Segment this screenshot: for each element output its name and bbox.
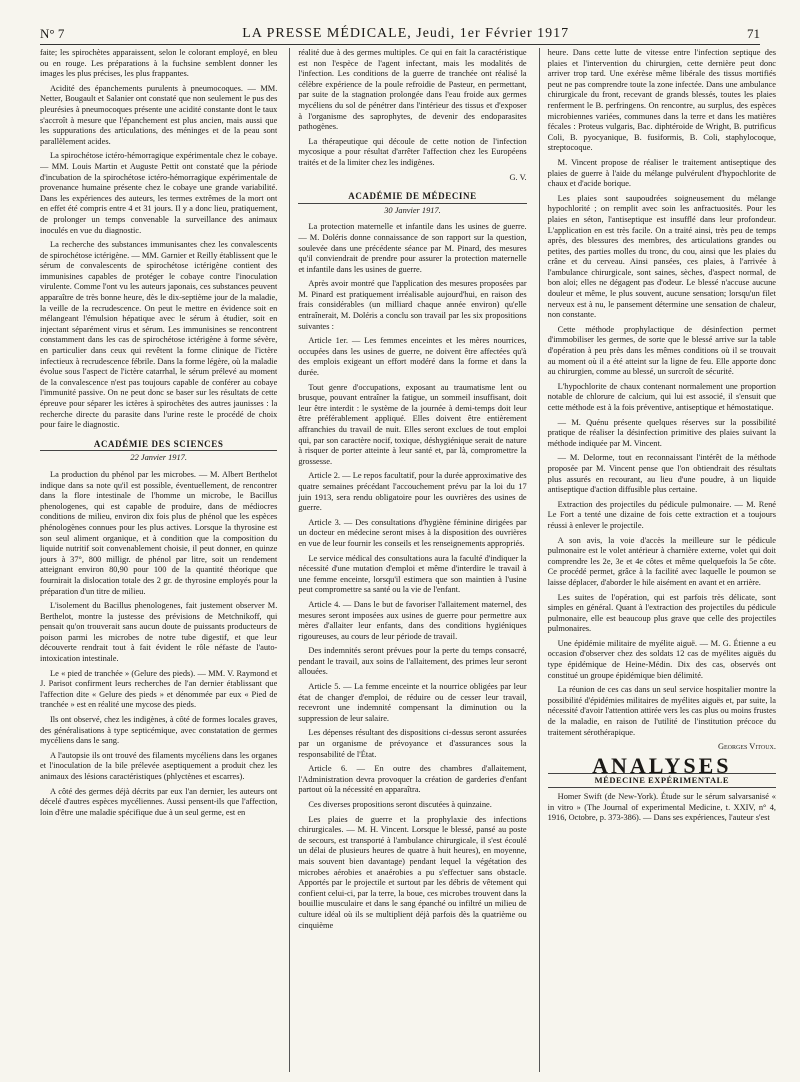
- paragraph: Les plaies de guerre et la prophylaxie des infections chirurgicales. — M. H. Vincent. Lorsque le blessé, pansé au poste de secours, est transporté à l'ambulance chirurgicale, il s'est écoulé un délai de plusieurs heures de quatre à huit heures), en moyenne, mais souvent bien davantage) pendant lequel la végétation des microbes aérobies et anaérobies a pu s'effectuer sans obstacle. Apportés par le projectile et surtout par les débris de vêtement qui confient celui-ci, par la terre, la boue, ces microbes trouvent dans la bouillie musculaire et dans le sang épanché ou infiltré un milieu de culture idéal où ils se multiplient déjà parfois dès la quatrième ou cinquième: [298, 814, 527, 930]
- paragraph: Homer Swift (de New-York). Étude sur le sérum salvarsanisé « in vitro » (The Journal of experimental Medicine, t. XXIV, n° 4, 1916, Octobre, p. 373-386). — Dans ses expériences, l'auteur s'est: [547, 792, 776, 823]
- column-3: [539, 48, 776, 1072]
- masthead: [40, 24, 760, 45]
- article-5: Article 5. — La femme enceinte et la nourrice obligées par leur état de changer d'emploi, de réduire ou de cesser leur travail, recevront une indemnité compensant la diminution ou la suppression de leur salaire.: [298, 682, 527, 723]
- session-date: 30 Janvier 1917.: [384, 205, 441, 215]
- paragraph: La production du phénol par les microbes. — M. Albert Berthelot indique dans sa note qu'il est possible, éventuellement, de rencontrer dans la flore intestinale de l'homme un microbe, le Bacillus phenologenes, qui est capable de produire, dans de médiocres conditions de milieu, environ dix fois plus de phénol que les espèces phénologènes connues pour les plus actives. Lorsque la thyrosine est son seul aliment organique, et à condition que la composition du liquide nutritif soit convenablement choisie, il peut donner, en quinze jours à 37°, 800 milligr. de phénol par litre, soit un rendement atteignant environ 80,90 pour 100 de la quantité théorique que fournirait la dislocation totale des 2 gr. de thyrosine employés pour la préparation d'un titre de milieu.: [40, 469, 278, 596]
- subsection-heading: MÉDECINE EXPÉRIMENTALE: [548, 773, 776, 788]
- author-signature: Georges Vitoux.: [717, 742, 776, 752]
- paragraph: Les suites de l'opération, qui est parfois très délicate, sont simples en général. Quant à l'extraction des projectiles du pédicule pulmonaire, elle est beaucoup plus grave que celle des projectiles pulmonaires.: [547, 592, 776, 634]
- article-columns: [40, 48, 776, 1072]
- paragraph: Le « pied de tranchée » (Gelure des pieds). — MM. V. Raymond et J. Parisot confirment leurs recherches de l'an dernier établissant que l'affection dite « Gelure des pieds » et dénommée par eux « Pied de tranchée » est en réalité une mycose des pieds.: [40, 668, 278, 710]
- paragraph: A côté des germes déjà décrits par eux l'an dernier, les auteurs ont décelé d'autres espèces mycéliennes. Aussi pensent-ils que l'affection, loin d'être une maladie spécifique due à un seul germe, est en: [40, 786, 278, 817]
- paragraph: La recherche des substances immunisantes chez les convalescents de spirochétose ictérigène. — MM. Garnier et Reilly établissent que le sérum de convalescents de spirochétose ictérigène contient des immunisines capables de protéger le cobaye contre l'inoculation virulente. Comme l'ont vu les auteurs japonais, ces substances peuvent apparaître de très bonne heure, dès le dix-septième jour de la maladie, la veille de la recrudescence. On peut le mettre en évidence soit en mélangeant l'émulsion hépatique avec le sérum à étudier, soit en injectant séparément virus et sérum. Les immunisines se rencontrent constamment dans les cas de spirochétose ictérigène à forme sévère, en particulier dans ceux qui revêtent la forme clinique de l'ictère infectieux à recrudescence fébrile. Dans la forme légère, où la maladie évolue sous l'aspect de l'ictère catarrhal, le sérum prélevé au moment de la convalescence n'est pas toujours capable de conférer au cobaye l'immunité passive. On ne peut donc se baser sur les résultats de cette épreuve pour séparer les ictères à spirochètes des autres jaunisses : la recherche directe du parasite dans l'urine reste le procédé de choix pour faire le diagnostic.: [40, 240, 278, 430]
- paragraph: La réunion de ces cas dans un seul service hospitalier montre la possibilité d'épidémies militaires de myélites aiguës et, par suite, la nécessité d'avoir l'attention attirée vers les cas plus ou moins frustes de la maladie, en raison de l'utilité de l'institution précoce du traitement sérothérapique.: [547, 685, 776, 737]
- session-date: 22 Janvier 1917.: [130, 453, 187, 463]
- paragraph: Le service médical des consultations aura la faculté d'indiquer la nécessité d'une mutation d'emploi et même d'interdire le travail à une femme enceinte, lorsqu'il estimera que son maintien à l'usine peut compromettre sa santé ou la vie de l'enfant.: [298, 553, 527, 595]
- paragraph: — M. Delorme, tout en reconnaissant l'intérêt de la méthode proposée par M. Vincent pense que l'on obtiendrait des résultats plus assurés en recourant, au lieu d'une poudre, à un liquide antiseptique d'action diffusible plus certaine.: [547, 453, 776, 495]
- page-number: 71: [747, 26, 760, 41]
- paragraph: La spirochétose ictéro-hémorragique expérimentale chez le cobaye. — MM. Louis Martin et Auguste Pettit ont constaté que la période d'incubation de la spirochétose ictéro-hémorragique expérimentale de provenance humaine présente chez le cobaye une grande variabilité. Dans les expériences des auteurs, les termes extrêmes de la mort ont en effet été compris entre 4 et 31 jours. Il y a donc lieu, pratiquement, de prolonger un temps convenable la surveillance des animaux inoculés en vue du diagnostic.: [40, 151, 278, 235]
- article-2: Article 2. — Le repos facultatif, pour la durée approximative des quatre semaines précédant l'accouchement prévu par la loi du 17 juin 1913, sera rendu obligatoire pour les ouvrières des usines de guerre.: [298, 471, 527, 513]
- paragraph: Acidité des épanchements purulents à pneumocoques. — MM. Netter, Bougault et Salanier ont constaté que non seulement le pus des pleurésies à pneumocoques présente une acidité constante dont le taux s'accroît à mesure que l'épanchement est plus ancien, mais aussi que les suppurations des articulations, des méninges et de la peau sont parallèlement acides.: [40, 83, 278, 146]
- paragraph: M. Vincent propose de réaliser le traitement antiseptique des plaies de guerre à l'aide du mélange pulvérulent d'hypochlorite de chaux et d'acide borique.: [547, 157, 776, 189]
- paragraph: Après avoir montré que l'application des mesures proposées par M. Pinard est pratiquement irréalisable aujourd'hui, en raison des frais considérables (un milliard chaque année environ) qu'elle entraînerait, M. Doléris a conclu son travail par les six propositions suivantes :: [298, 279, 527, 331]
- paragraph: Tout genre d'occupations, exposant au traumatisme lent ou brusque, pouvant entraîner la fatigue, un sommeil insuffisant, doit leur être interdit : le système de la journée à demi-temps doit leur être préférablement appliqué. Elles doivent être entièrement affranchies du travail de nuit. Elles seront exclues de tout emploi qui, par son caractère nocif, toxique, déshygiénique serait de nature à risquer de porter atteinte à leur santé et, par là, compromettre la grossesse.: [298, 382, 527, 466]
- paragraph: Extraction des projectiles du pédicule pulmonaire. — M. René Le Fort a tenté une dizaine de fois cette extraction et a toujours réussi à enlever le projectile.: [547, 499, 776, 530]
- paragraph: A l'autopsie ils ont trouvé des filaments mycéliens dans les organes et l'inoculation de la bile prélevée aseptiquement a produit chez les animaux des lésions caractéristiques (phlyctènes et escarres).: [40, 750, 278, 781]
- paragraph: La thérapeutique qui découle de cette notion de l'infection mycosique a pour résultat d'arrêter l'affection chez les Européens traités et de la limiter chez les indigènes.: [298, 136, 527, 167]
- journal-title: LA PRESSE MÉDICALE, Jeudi, 1er Février 1917: [242, 26, 570, 41]
- paragraph: L'isolement du Bacillus phenologenes, fait justement observer M. Berthelot, montre la justesse des prévisions de Metchnikoff, qui pensait qu'on trouverait sans aucun doute de puissants producteurs de poison parmi les microbes de notre tube digestif, et que leur découverte rendrait tout à fait évident le rôle néfaste de l'auto-intoxication intestinale.: [40, 601, 278, 664]
- paragraph: A son avis, la voie d'accès la meilleure sur le pédicule pulmonaire est le volet antérieur à charnière externe, volet qui doit comprendre les 2e, 3e et 4e côtes et même quelquefois la 5e côte. Ce procédé permet, grâce à la facilité avec laquelle le poumon se laisse déplacer, d'aborder le hile aisément en avant et en arrière.: [547, 535, 776, 587]
- paragraph: Les plaies sont saupoudrées soigneusement du mélange hypochlorité ; on remplit avec soin les anfractuosités. Pour les plaies en séton, l'antiseptique est insufflé dans leur profondeur. L'application en est très facile. On a traité ainsi, très peu de temps après, des blessures des membres, des articulations grandes ou petites, des parties molles du tronc, du cou, ainsi que les plaies du crâne et du cerveau. Ainsi pansées, ces plaies, à l'arrivée à l'ambulance chirurgicale, sont saines, sèches, d'aspect normal, de bon aloi; elles ne dégagent pas d'odeur. Le blessé n'accuse aucune douleur et même, le plus souvent, aucune sensation; lorsqu'un filet nerveux est à nu, le pansement détermine une sensation de chaleur, non constante.: [547, 193, 776, 320]
- analyses-heading: ANALYSES: [592, 752, 732, 778]
- author-initials: G. V.: [509, 172, 527, 182]
- column-1: [40, 48, 277, 1072]
- paragraph: réalité due à des germes multiples. Ce qui en fait la caractéristique est non l'espèce de l'agent infectant, mais les modalités de l'infection. Les conditions de la guerre de tranchée ont réalisé la célèbre expérience de la poule refroidie de Pasteur, en permettant, par suite de la stagnation prolongée dans l'eau froide aux germes mycéliens du sol de pénétrer dans l'intérieur des tissus et d'exposer à l'organisme des saprophytes, de devenir des endoparasites pathogènes.: [298, 48, 527, 132]
- article-3: Article 3. — Des consultations d'hygiène féminine dirigées par un docteur en médecine seront mises à la disposition des ouvrières en vue de leur fournir les conseils et les renseignements appropriés.: [298, 517, 527, 548]
- article-1: Article 1er. — Les femmes enceintes et les mères nourrices, occupées dans les usines de guerre, ne doivent être affectées qu'à des emplois exigeant un effort modéré dans la forme et dans la durée.: [298, 336, 527, 378]
- issue-number: N° 7: [40, 26, 65, 41]
- paragraph: L'hypochlorite de chaux contenant normalement une proportion notable de chlorure de calcium, qui lui est associé, il s'ensuit que cette méthode est à la fois préventive, antiseptique et hémostatique.: [547, 381, 776, 412]
- paragraph: La protection maternelle et infantile dans les usines de guerre. — M. Doléris donne connaissance de son rapport sur la question, soulevée dans une précédente séance par M. Pinard, des mesures qu'il conviendrait de prendre pour assurer la protection maternelle et infantile dans les usines de guerre.: [298, 222, 527, 274]
- paragraph: Cette méthode prophylactique de désinfection permet d'immobiliser les germes, de sorte que le blessé arrive sur la table d'opération à peu près dans les mêmes conditions où il se trouvait au moment où il a été atteint sur la ligne de feu. Elle apporte donc au chirurgien, comme au blessé, un surcroît de sécurité.: [547, 324, 776, 377]
- paragraph: heure. Dans cette lutte de vitesse entre l'infection septique des plaies et l'intervention du chirurgien, cette dernière peut donc arriver trop tard. Une exérèse même libérale des tissus mortifiés peut ne pas comprendre toute la zone infectée. Dans une ambulance chirurgicale du front, recevant de grands blessés, toutes les plaies renferment le B. perfringens. On rencontre, au surplus, des espèces microbiennes variées, communes dans la terre et dans les matières fécales : Proteus vulgaris, Bac. diphtéroide de Wright, B. putrificus Coli, B. pyocyanique, B. fusiformis, B. Coli, staphylocoque, streptocoque.: [547, 48, 776, 153]
- paragraph: Ils ont observé, chez les indigènes, à côté de formes locales graves, des généralisations à type septicémique, avec constatation de germes mycéliens dans le sang.: [40, 715, 278, 746]
- paragraph: Les dépenses résultant des dispositions ci-dessus seront assurées par un organisme de prévoyance et d'assurances sous la responsabilité de l'État.: [298, 728, 527, 759]
- paragraph: Une épidémie militaire de myélite aiguë. — M. G. Étienne a eu occasion d'observer chez des soldats 12 cas de myélites aiguës du type épidémique de Heine-Médin. Dix des cas, observés ont constitué un groupe épidémique bien délimité.: [547, 638, 776, 680]
- column-2: [289, 48, 526, 1072]
- section-heading: ACADÉMIE DES SCIENCES: [40, 439, 277, 452]
- paragraph: Des indemnités seront prévues pour la perte du temps consacré, pendant le travail, aux soins de l'allaitement, des primes leur seront allouées.: [298, 646, 527, 677]
- section-heading: ACADÉMIE DE MÉDECINE: [298, 191, 526, 204]
- paragraph: — M. Quénu présente quelques réserves sur la possibilité pratique de réaliser la désinfection primitive des plaies suivant la méthode indiquée par M. Vincent.: [547, 417, 776, 448]
- paragraph: faite; les spirochètes apparaissent, selon le colorant employé, en bleu ou en rouge. Les préparations à la fuchsine semblent donner les images les plus précises, les plus frappantes.: [40, 48, 278, 79]
- article-6: Article 6. — En outre des chambres d'allaitement, l'Administration devra provoquer la création de garderies d'enfant partout où la nécessité en apparaîtra.: [298, 764, 527, 795]
- paragraph: Ces diverses propositions seront discutées à quinzaine.: [308, 800, 492, 809]
- article-4: Article 4. — Dans le but de favoriser l'allaitement maternel, des mesures seront imposées aux usines de guerre pour permettre aux mères d'allaiter leur enfants, dans des conditions hygiéniques rigoureuses, au cours de leur période de travail.: [298, 599, 527, 641]
